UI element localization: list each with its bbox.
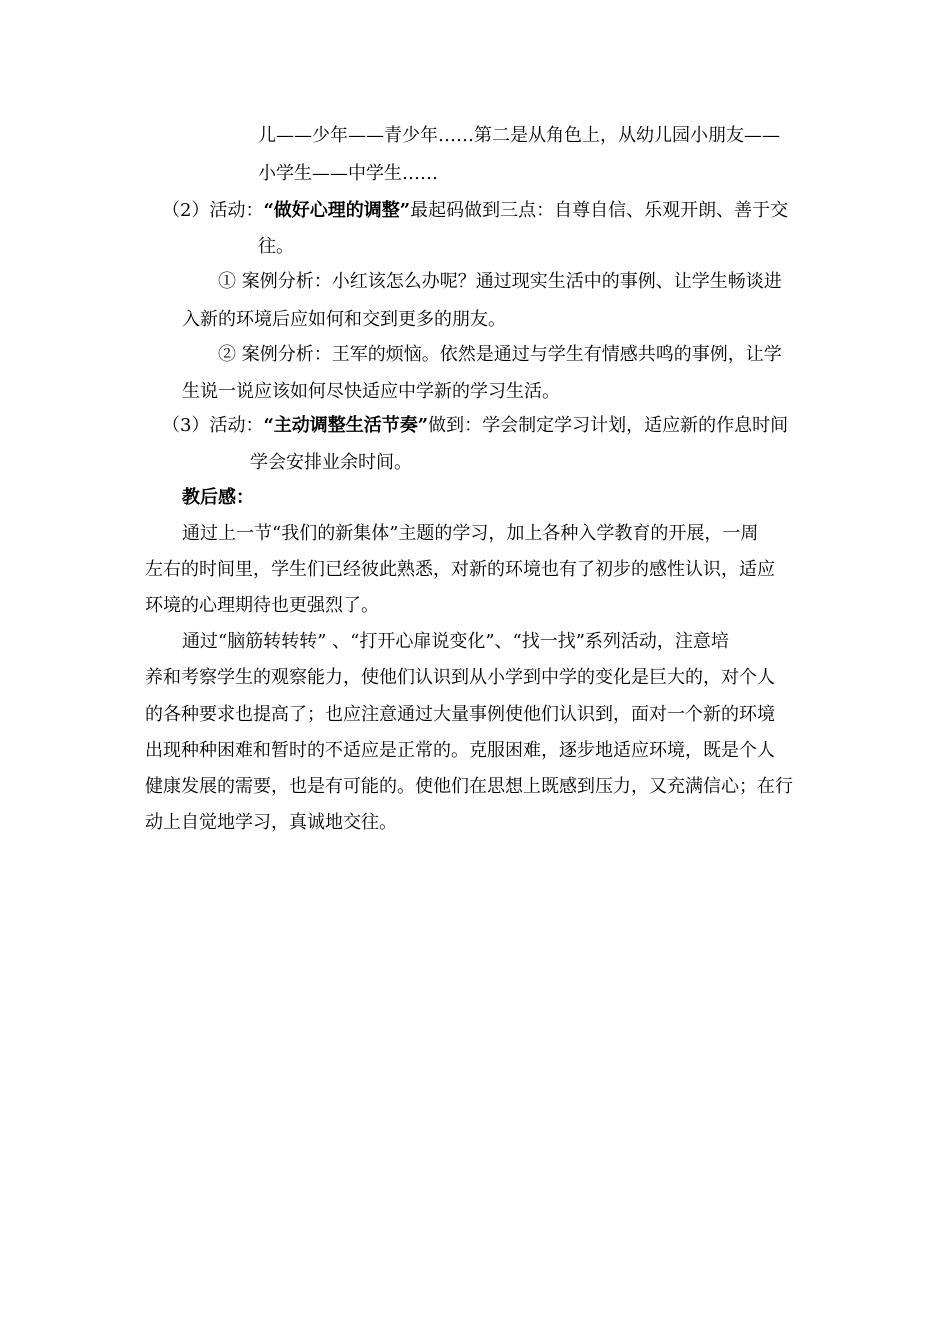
reflection-para-2-line: 通过“脑筋转转转” 、“打开心扉说变化”、“找一找”系列活动，注意培 [182, 631, 729, 652]
reflection-para-1-line: 左右的时间里，学生们已经彼此熟悉，对新的环境也有了初步的感性认识，适应 [145, 559, 775, 580]
reflection-para-2-line: 的各种要求也提高了；也应注意通过大量事例使他们认识到，面对一个新的环境 [145, 704, 775, 725]
reflection-para-1-line: 环境的心理期待也更强烈了。 [145, 595, 379, 616]
activity-3-rest: 做到：学会制定学习计划，适应新的作息时间 [428, 415, 789, 436]
reflection-para-2-line: 出现种种困难和暂时的不适应是正常的。克服困难，逐步地适应环境，既是个人 [145, 740, 775, 761]
reflection-heading: 教后感： [182, 487, 254, 508]
activity-3-title: “主动调整生活节奏” [263, 415, 429, 436]
activity-2-line [162, 199, 788, 223]
reflection-para-2-line: 养和考察学生的观察能力，使他们认识到从小学到中学的变化是巨大的，对个人 [145, 667, 775, 688]
activity-2-rest: 最起码做到三点：自尊自信、乐观开朗、善于交 [410, 200, 789, 221]
reflection-para-2-line: 健康发展的需要，也是有可能的。使他们在思想上既感到压力，又充满信心；在行 [145, 776, 793, 797]
reflection-para-1-line: 通过上一节“我们的新集体”主题的学习，加上各种入学教育的开展，一周 [182, 523, 759, 544]
text-line: 小学生——中学生…… [258, 163, 438, 184]
case-2-line-1: ② 案例分析：王军的烦恼。依然是通过与学生有情感共鸣的事例，让学 [218, 344, 782, 365]
text-line: 儿——少年——青少年……第二是从角色上，从幼儿园小朋友—— [258, 125, 780, 146]
case-2-line-2: 生说一说应该如何尽快适应中学新的学习生活。 [182, 381, 560, 402]
activity-3-line [162, 414, 788, 438]
case-1-line-1: ① 案例分析：小红该怎么办呢？通过现实生活中的事例、让学生畅谈进 [218, 271, 782, 292]
activity-2-continuation: 往。 [258, 236, 294, 257]
reflection-para-2-line: 动上自觉地学习，真诚地交往。 [145, 812, 397, 833]
activity-2-prefix: （2）活动： [162, 200, 264, 221]
case-1-line-2: 入新的环境后应如何和交到更多的朋友。 [182, 309, 506, 330]
activity-3-prefix: （3）活动： [162, 415, 264, 436]
activity-3-continuation: 学会安排业余时间。 [250, 452, 412, 473]
activity-2-title: “做好心理的调整” [263, 200, 411, 221]
